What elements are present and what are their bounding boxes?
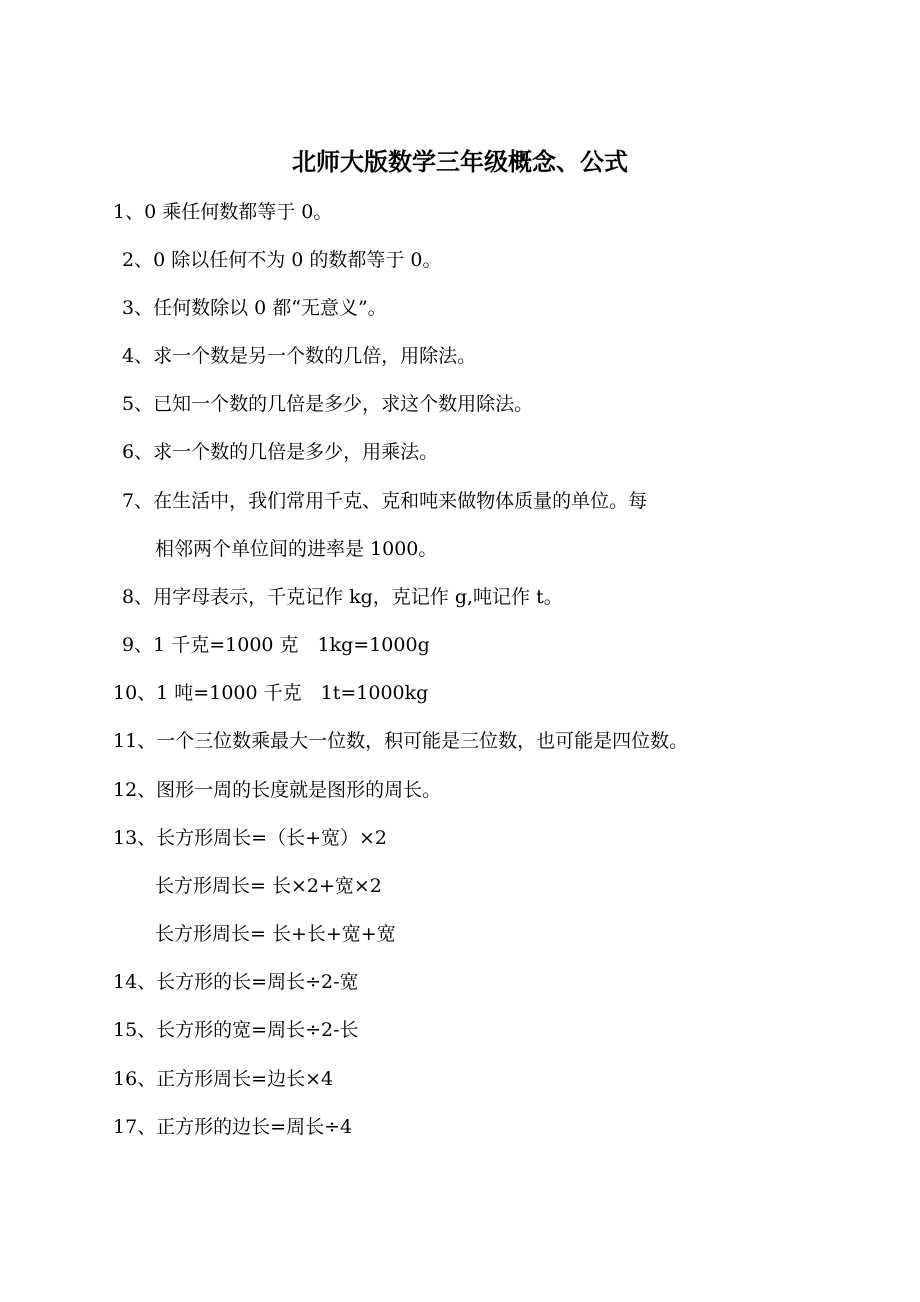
formula-line-5: 5、已知一个数的几倍是多少，求这个数用除法。 [122,393,534,415]
formula-line-13: 13、长方形周长=（长+宽）×2 [113,827,388,849]
formula-line-1: 1、0 乘任何数都等于 0。 [113,201,333,223]
formula-line-9: 9、1 千克=1000 克 1kg=1000g [122,634,430,656]
formula-line-11: 11、一个三位数乘最大一位数，积可能是三位数，也可能是四位数。 [113,730,689,752]
formula-line-13-alt-1: 长方形周长= 长×2+宽×2 [155,875,382,897]
formula-line-14: 14、长方形的长=周长÷2-宽 [113,971,359,993]
formula-line-2: 2、0 除以任何不为 0 的数都等于 0。 [122,249,442,271]
formula-line-10: 10、1 吨=1000 千克 1t=1000kg [113,682,429,704]
formula-line-12: 12、图形一周的长度就是图形的周长。 [113,779,442,801]
formula-line-17: 17、正方形的边长=周长÷4 [113,1116,353,1138]
formula-line-15: 15、长方形的宽=周长÷2-长 [113,1019,359,1041]
formula-line-7: 7、在生活中，我们常用千克、克和吨来做物体质量的单位。每 [122,490,648,512]
page-title: 北师大版数学三年级概念、公式 [292,147,628,176]
formula-line-16: 16、正方形周长=边长×4 [113,1068,334,1090]
formula-line-7-continued: 相邻两个单位间的进率是 1000。 [155,538,438,560]
formula-line-13-alt-2: 长方形周长= 长+长+宽+宽 [155,923,396,945]
formula-line-6: 6、求一个数的几倍是多少，用乘法。 [122,441,439,463]
formula-line-8: 8、用字母表示，千克记作 kg，克记作 g,吨记作 t。 [122,586,563,608]
formula-line-4: 4、求一个数是另一个数的几倍，用除法。 [122,345,477,367]
formula-line-3: 3、任何数除以 0 都“无意义”。 [122,297,387,319]
